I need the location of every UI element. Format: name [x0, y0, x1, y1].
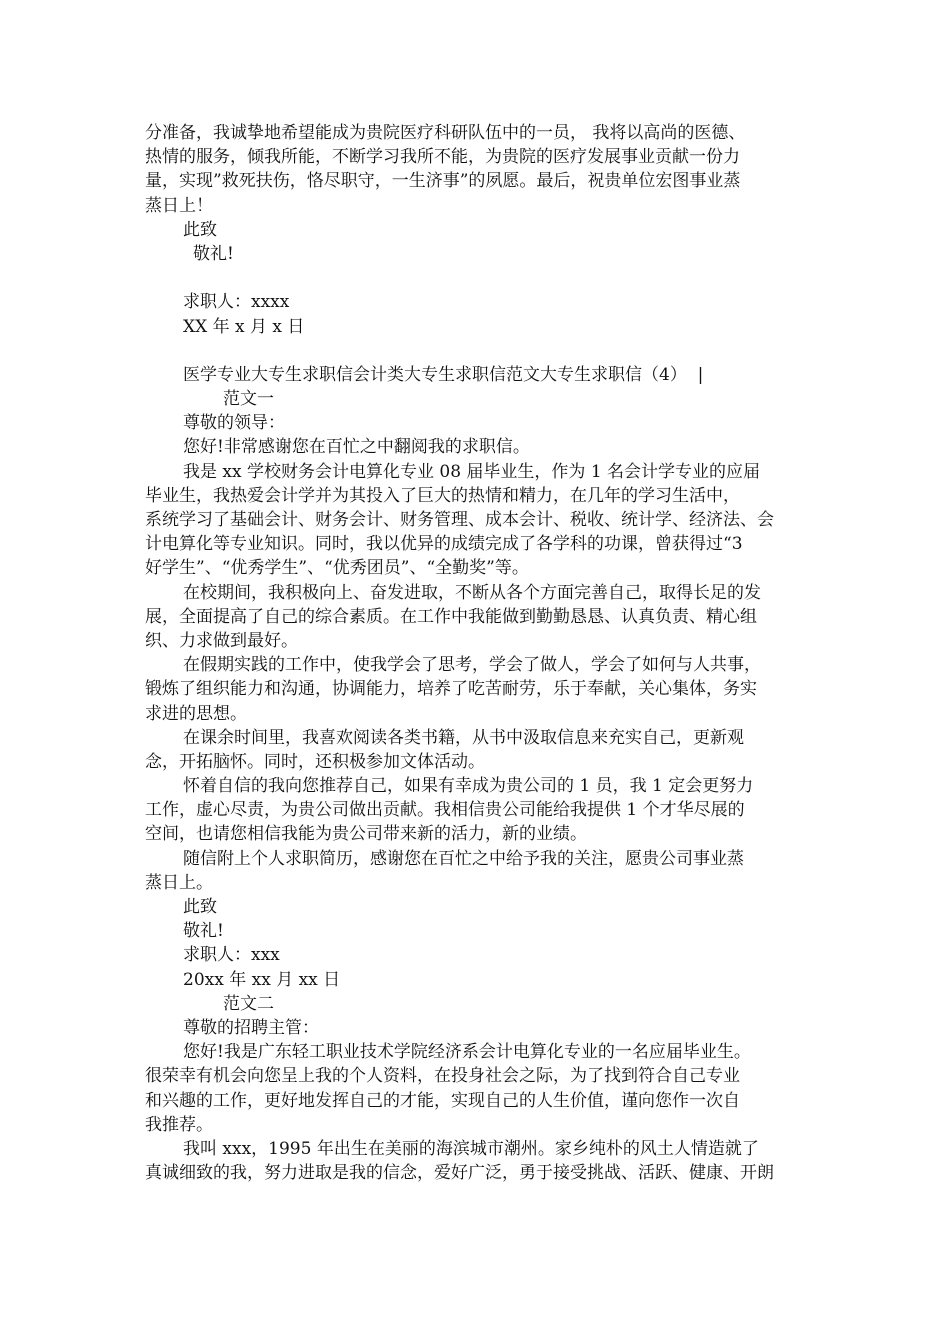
- section-title: 医学专业大专生求职信会计类大专生求职信范文大专生求职信（4） |: [183, 364, 704, 385]
- subsection-title: 范文一: [223, 389, 274, 410]
- salutation-line: 敬礼!: [193, 243, 234, 264]
- text-line: 系统学习了基础会计、财务会计、财务管理、成本会计、税收、统计学、经济法、会: [145, 510, 774, 530]
- text-line: 求进的思想。: [145, 703, 247, 724]
- text-line: 分准备，我诚挚地希望能成为贵院医疗科研队伍中的一员， 我将以高尚的医德、: [145, 123, 746, 143]
- text-line: 真诚细致的我，努力进取是我的信念，爱好广泛，勇于接受挑战、活跃、健康、开朗: [145, 1163, 774, 1184]
- text-line: 织、力求做到最好。: [145, 630, 298, 651]
- text-line: 您好!非常感谢您在百忙之中翻阅我的求职信。: [183, 437, 530, 458]
- text-line: 热情的服务，倾我所能，不断学习我所不能，为贵院的医疗发展事业贡献一份力: [145, 147, 740, 168]
- document-body: [145, 121, 807, 1185]
- salutation-line: 此致: [183, 219, 217, 240]
- date-line: XX 年 x 月 x 日: [183, 316, 305, 337]
- text-line: 量，实现”救死扶伤，恪尽职守，一生济事”的夙愿。最后，祝贵单位宏图事业蒸: [145, 171, 741, 192]
- date-line: 20xx 年 xx 月 xx 日: [183, 969, 341, 990]
- text-line: 蒸日上。: [145, 872, 213, 893]
- text-line: 在课余时间里，我喜欢阅读各类书籍，从书中汲取信息来充实自己，更新观: [183, 727, 744, 748]
- greeting-line: 尊敬的领导：: [183, 413, 285, 434]
- text-line: 我是 xx 学校财务会计电算化专业 08 届毕业生，作为 1 名会计学专业的应届: [183, 461, 761, 482]
- greeting-line: 尊敬的招聘主管：: [183, 1017, 319, 1038]
- text-line: 和兴趣的工作，更好地发挥自己的才能，实现自己的人生价值，谨向您作一次自: [145, 1090, 740, 1111]
- text-line: 随信附上个人求职简历，感谢您在百忙之中给予我的关注，愿贵公司事业蒸: [183, 848, 744, 869]
- text-line: 念，开拓脑怀。同时，还积极参加文体活动。: [145, 751, 485, 772]
- text-line: 怀着自信的我向您推荐自己，如果有幸成为贵公司的 1 员，我 1 定会更努力: [183, 776, 754, 797]
- text-line: 毕业生，我热爱会计学并为其投入了巨大的热情和精力，在几年的学习生活中，: [145, 485, 740, 506]
- text-line: 在假期实践的工作中，使我学会了思考，学会了做人，学会了如何与人共事，: [183, 655, 761, 676]
- text-line: 蒸日上！: [145, 195, 213, 216]
- text-line: 很荣幸有机会向您呈上我的个人资料，在投身社会之际，为了找到符合自己专业: [145, 1066, 740, 1087]
- text-line: 锻炼了组织能力和沟通，协调能力，培养了吃苦耐劳，乐于奉献，关心集体，务实: [145, 679, 757, 700]
- text-line: 好学生”、“优秀学生”、“优秀团员”、“全勤奖”等。: [145, 558, 529, 579]
- text-line: 您好!我是广东轻工职业技术学院经济系会计电算化专业的一名应届毕业生。: [183, 1042, 751, 1063]
- blank-line: [145, 339, 807, 363]
- text-line: 我推荐。: [145, 1114, 213, 1135]
- text-line: 在校期间，我积极向上、奋发进取，不断从各个方面完善自己，取得长足的发: [183, 582, 761, 603]
- text-line: 我叫 xxx，1995 年出生在美丽的海滨城市潮州。家乡纯朴的风土人情造就了: [183, 1138, 759, 1159]
- text-line: 工作，虚心尽责，为贵公司做出贡献。我相信贵公司能给我提供 1 个才华尽展的: [145, 800, 745, 821]
- signature-line: 求职人：xxx: [183, 945, 280, 966]
- salutation-line: 敬礼!: [183, 921, 224, 942]
- text-line: 空间，也请您相信我能为贵公司带来新的活力，新的业绩。: [145, 824, 587, 845]
- salutation-line: 此致: [183, 897, 217, 917]
- blank-line: [145, 266, 807, 290]
- text-line: 展，全面提高了自己的综合素质。在工作中我能做到勤勤恳恳、认真负责、精心组: [145, 606, 757, 627]
- text-line: 计电算化等专业知识。同时，我以优异的成绩完成了各学科的功课，曾获得过“3: [145, 534, 743, 555]
- subsection-title: 范文二: [223, 993, 274, 1014]
- signature-line: 求职人：xxxx: [183, 292, 290, 313]
